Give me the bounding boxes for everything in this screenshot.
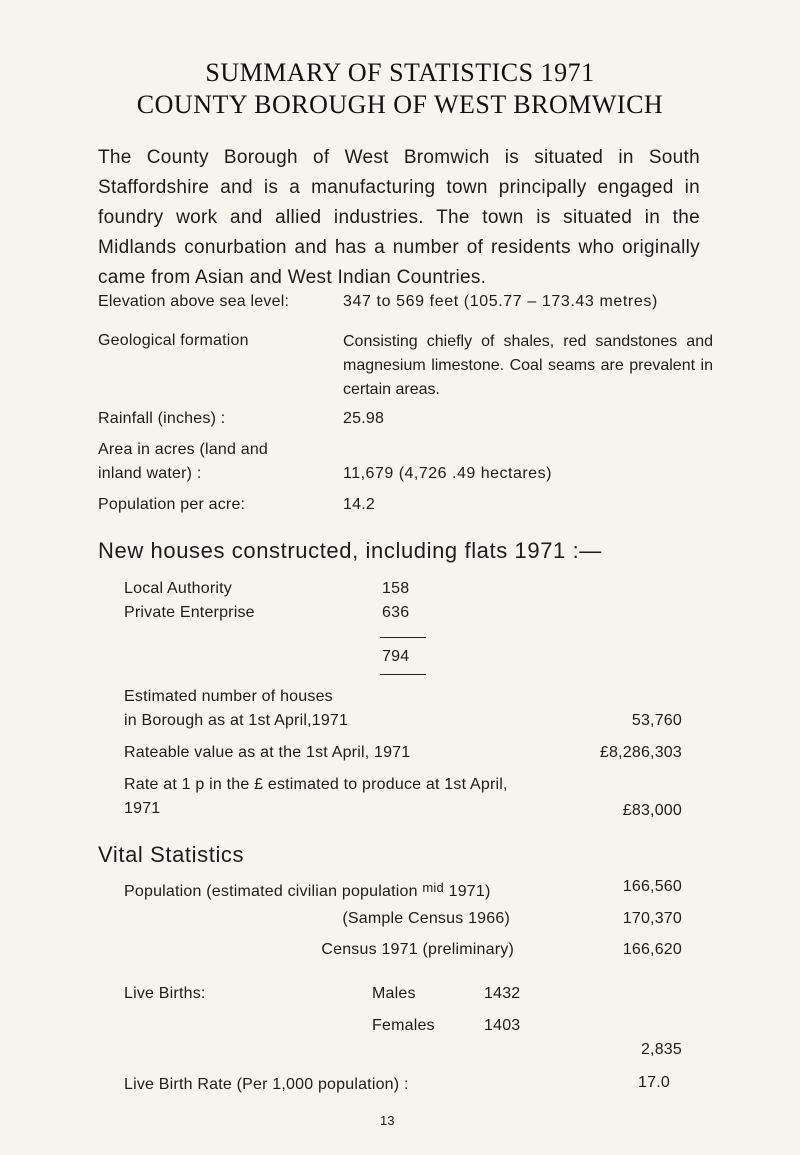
houses-estimate-value: 53,760 [631,712,682,729]
intro-paragraph: The County Borough of West Bromwich is situated in South Staffordshire and is a manufacturing town principally engaged in foundry work and allied industries. The town is situated in the Midlands conurbation and has a number of residents who originally came from Asian and West Indian Countries. [98,147,700,288]
density-label: Population per acre: [98,496,246,513]
males-value: 1432 [484,985,521,1002]
population-label-mid: mid [422,880,444,895]
sample-census-label: (Sample Census 1966) [342,910,510,927]
density-value: 14.2 [343,496,375,513]
census-1971-label: Census 1971 (preliminary) [321,941,514,958]
subtotal-rule [380,637,426,638]
houses-total: 794 [382,648,410,665]
females-label: Females [372,1017,435,1034]
females-value: 1403 [484,1017,521,1034]
area-value: 11,679 (4,726 .49 hectares) [343,465,552,482]
males-label: Males [372,985,416,1002]
rateable-value-label: Rateable value as at the 1st April, 1971 [124,744,411,761]
houses-heading: New houses constructed, including flats 1971 :— [98,538,602,563]
rainfall-value: 25.98 [343,410,385,427]
rateable-value: £8,286,303 [599,744,682,761]
rate-value: £83,000 [622,802,682,819]
private-enterprise-value: 636 [382,604,410,621]
live-births-total: 2,835 [640,1041,682,1058]
area-label-line1: Area in acres (land and [98,441,269,458]
population-label-text: Population (estimated civilian population [124,883,418,900]
local-authority-value: 158 [382,580,410,597]
geology-value: Consisting chiefly of shales, red sandstones and magnesium limestone. Coal seams are prevalent in certain areas. [343,333,713,398]
population-label [124,880,491,901]
rainfall-label: Rainfall (inches) : [98,410,226,427]
birth-rate-label: Live Birth Rate (Per 1,000 population) : [124,1076,409,1093]
rate-label-line2: 1971 [124,800,161,817]
houses-estimate-label-line1: Estimated number of houses [124,688,333,705]
elevation-label: Elevation above sea level: [98,293,290,310]
page-title: SUMMARY OF STATISTICS 1971 [205,58,595,87]
rate-label-line1: Rate at 1 p in the £ estimated to produce at 1st April, [124,776,508,793]
page-number: 13 [380,1113,395,1128]
private-enterprise-label: Private Enterprise [124,604,255,621]
live-births-label: Live Births: [124,985,206,1002]
geology-label: Geological formation [98,332,249,349]
population-value: 166,560 [622,878,682,895]
area-label-line2: inland water) : [98,465,202,482]
vital-statistics-heading: Vital Statistics [98,842,245,867]
page-subtitle: COUNTY BOROUGH OF WEST BROMWICH [136,90,664,119]
birth-rate-value: 17.0 [638,1074,670,1091]
population-label-year: 1971) [448,883,491,900]
census-1971-value: 166,620 [622,941,682,958]
elevation-value: 347 to 569 feet (105.77 – 173.43 metres) [343,293,658,310]
houses-estimate-label-line2: in Borough as at 1st April,1971 [124,712,349,729]
total-rule [380,674,426,675]
sample-census-value: 170,370 [622,910,682,927]
local-authority-label: Local Authority [124,580,232,597]
